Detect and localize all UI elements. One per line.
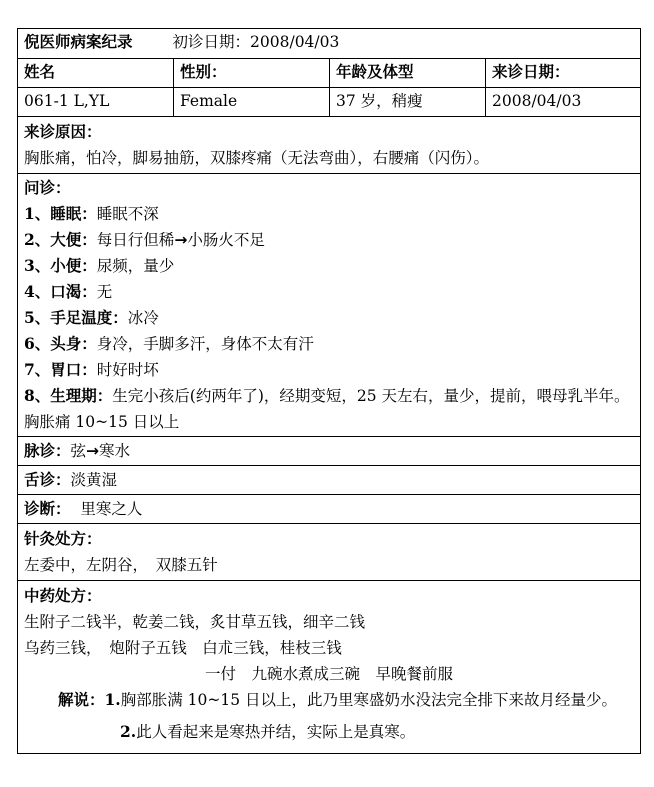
arrow-right-icon: → (86, 442, 100, 460)
acupuncture-label: 针灸处方： (24, 529, 102, 548)
col-gender: 性别： (174, 59, 330, 88)
inquiry-item: 4、口渴：无 (24, 282, 113, 301)
inquiry-item: 8、生理期：生完小孩后(约两年了)，经期变短，25 天左右，量少，提前，喂母乳半年。胸胀痛 10~15 日以上 (24, 386, 630, 431)
inquiry-section (18, 174, 641, 437)
acupuncture-section (18, 524, 641, 581)
reason-label: 来诊原因： (24, 122, 102, 141)
col-name: 姓名 (18, 59, 174, 88)
herbal-line-2: 乌药三钱， 炮附子五钱 白朮三钱，桂枝三钱 (24, 639, 342, 657)
inquiry-label: 问诊： (24, 178, 71, 197)
explanation-label: 解说： (58, 690, 105, 709)
record-table (17, 28, 641, 754)
herbal-section (18, 581, 641, 754)
medical-record (17, 28, 640, 754)
arrow-right-icon: → (174, 231, 188, 249)
col-visit-date: 来诊日期： (486, 59, 641, 88)
tongue-text: 淡黄湿 (70, 471, 118, 489)
title-row (18, 29, 641, 59)
patient-visit-date: 2008/04/03 (486, 88, 641, 117)
pulse-label: 脉诊： (24, 441, 71, 460)
herbal-dosage: 一付 九碗水煮成三碗 早晚餐前服 (204, 665, 453, 683)
inquiry-item: 7、胃口：时好时坏 (24, 360, 159, 379)
patient-age-build: 37 岁，稍瘦 (330, 88, 486, 117)
diagnosis-label: 诊断： (24, 499, 71, 518)
diagnosis-section (18, 495, 641, 524)
pulse-row: 脉诊：弦→寒水 (18, 437, 640, 466)
inquiry-item: 3、小便：尿频，量少 (24, 256, 175, 275)
herbal-label: 中药处方： (24, 586, 102, 605)
inquiry-item: 6、头身：身冷，手脚多汗，身体不太有汗 (24, 334, 314, 353)
explanation-2: 2.此人看起来是寒热并结，实际上是真寒。 (120, 722, 416, 741)
inquiry-item: 5、手足温度：冰冷 (24, 308, 159, 327)
herbal-line-1: 生附子二钱半，乾姜二钱，炙甘草五钱，细辛二钱 (24, 613, 366, 631)
acupuncture-text: 左委中，左阴谷， 双膝五针 (24, 556, 218, 574)
record-title: 倪医师病案纪录 (24, 32, 133, 51)
pulse-tongue-section (18, 437, 641, 495)
col-age-build: 年龄及体型 (330, 59, 486, 88)
patient-gender: Female (174, 88, 330, 117)
patient-header-row (18, 59, 641, 88)
patient-values-row (18, 88, 641, 117)
tongue-label: 舌诊： (24, 470, 71, 489)
diagnosis-text: 里寒之人 (80, 500, 143, 518)
reason-text: 胸胀痛，怕冷，脚易抽筋，双膝疼痛（无法弯曲），右腰痛（闪伤）。 (24, 149, 490, 167)
tongue-row (18, 466, 640, 494)
reason-section (18, 117, 641, 174)
explanation-1: 解说：1.胸部胀满 10~15 日以上，此乃里寒盛奶水没法完全排下来故月经量少。 (58, 690, 617, 709)
first-visit-date: 2008/04/03 (250, 33, 340, 51)
patient-name: 061-1 L,YL (18, 88, 174, 117)
inquiry-item: 2、大便：每日行但稀→小肠火不足 (24, 230, 265, 249)
inquiry-item: 1、睡眠：睡眠不深 (24, 204, 159, 223)
first-visit-label: 初诊日期： (172, 33, 251, 51)
